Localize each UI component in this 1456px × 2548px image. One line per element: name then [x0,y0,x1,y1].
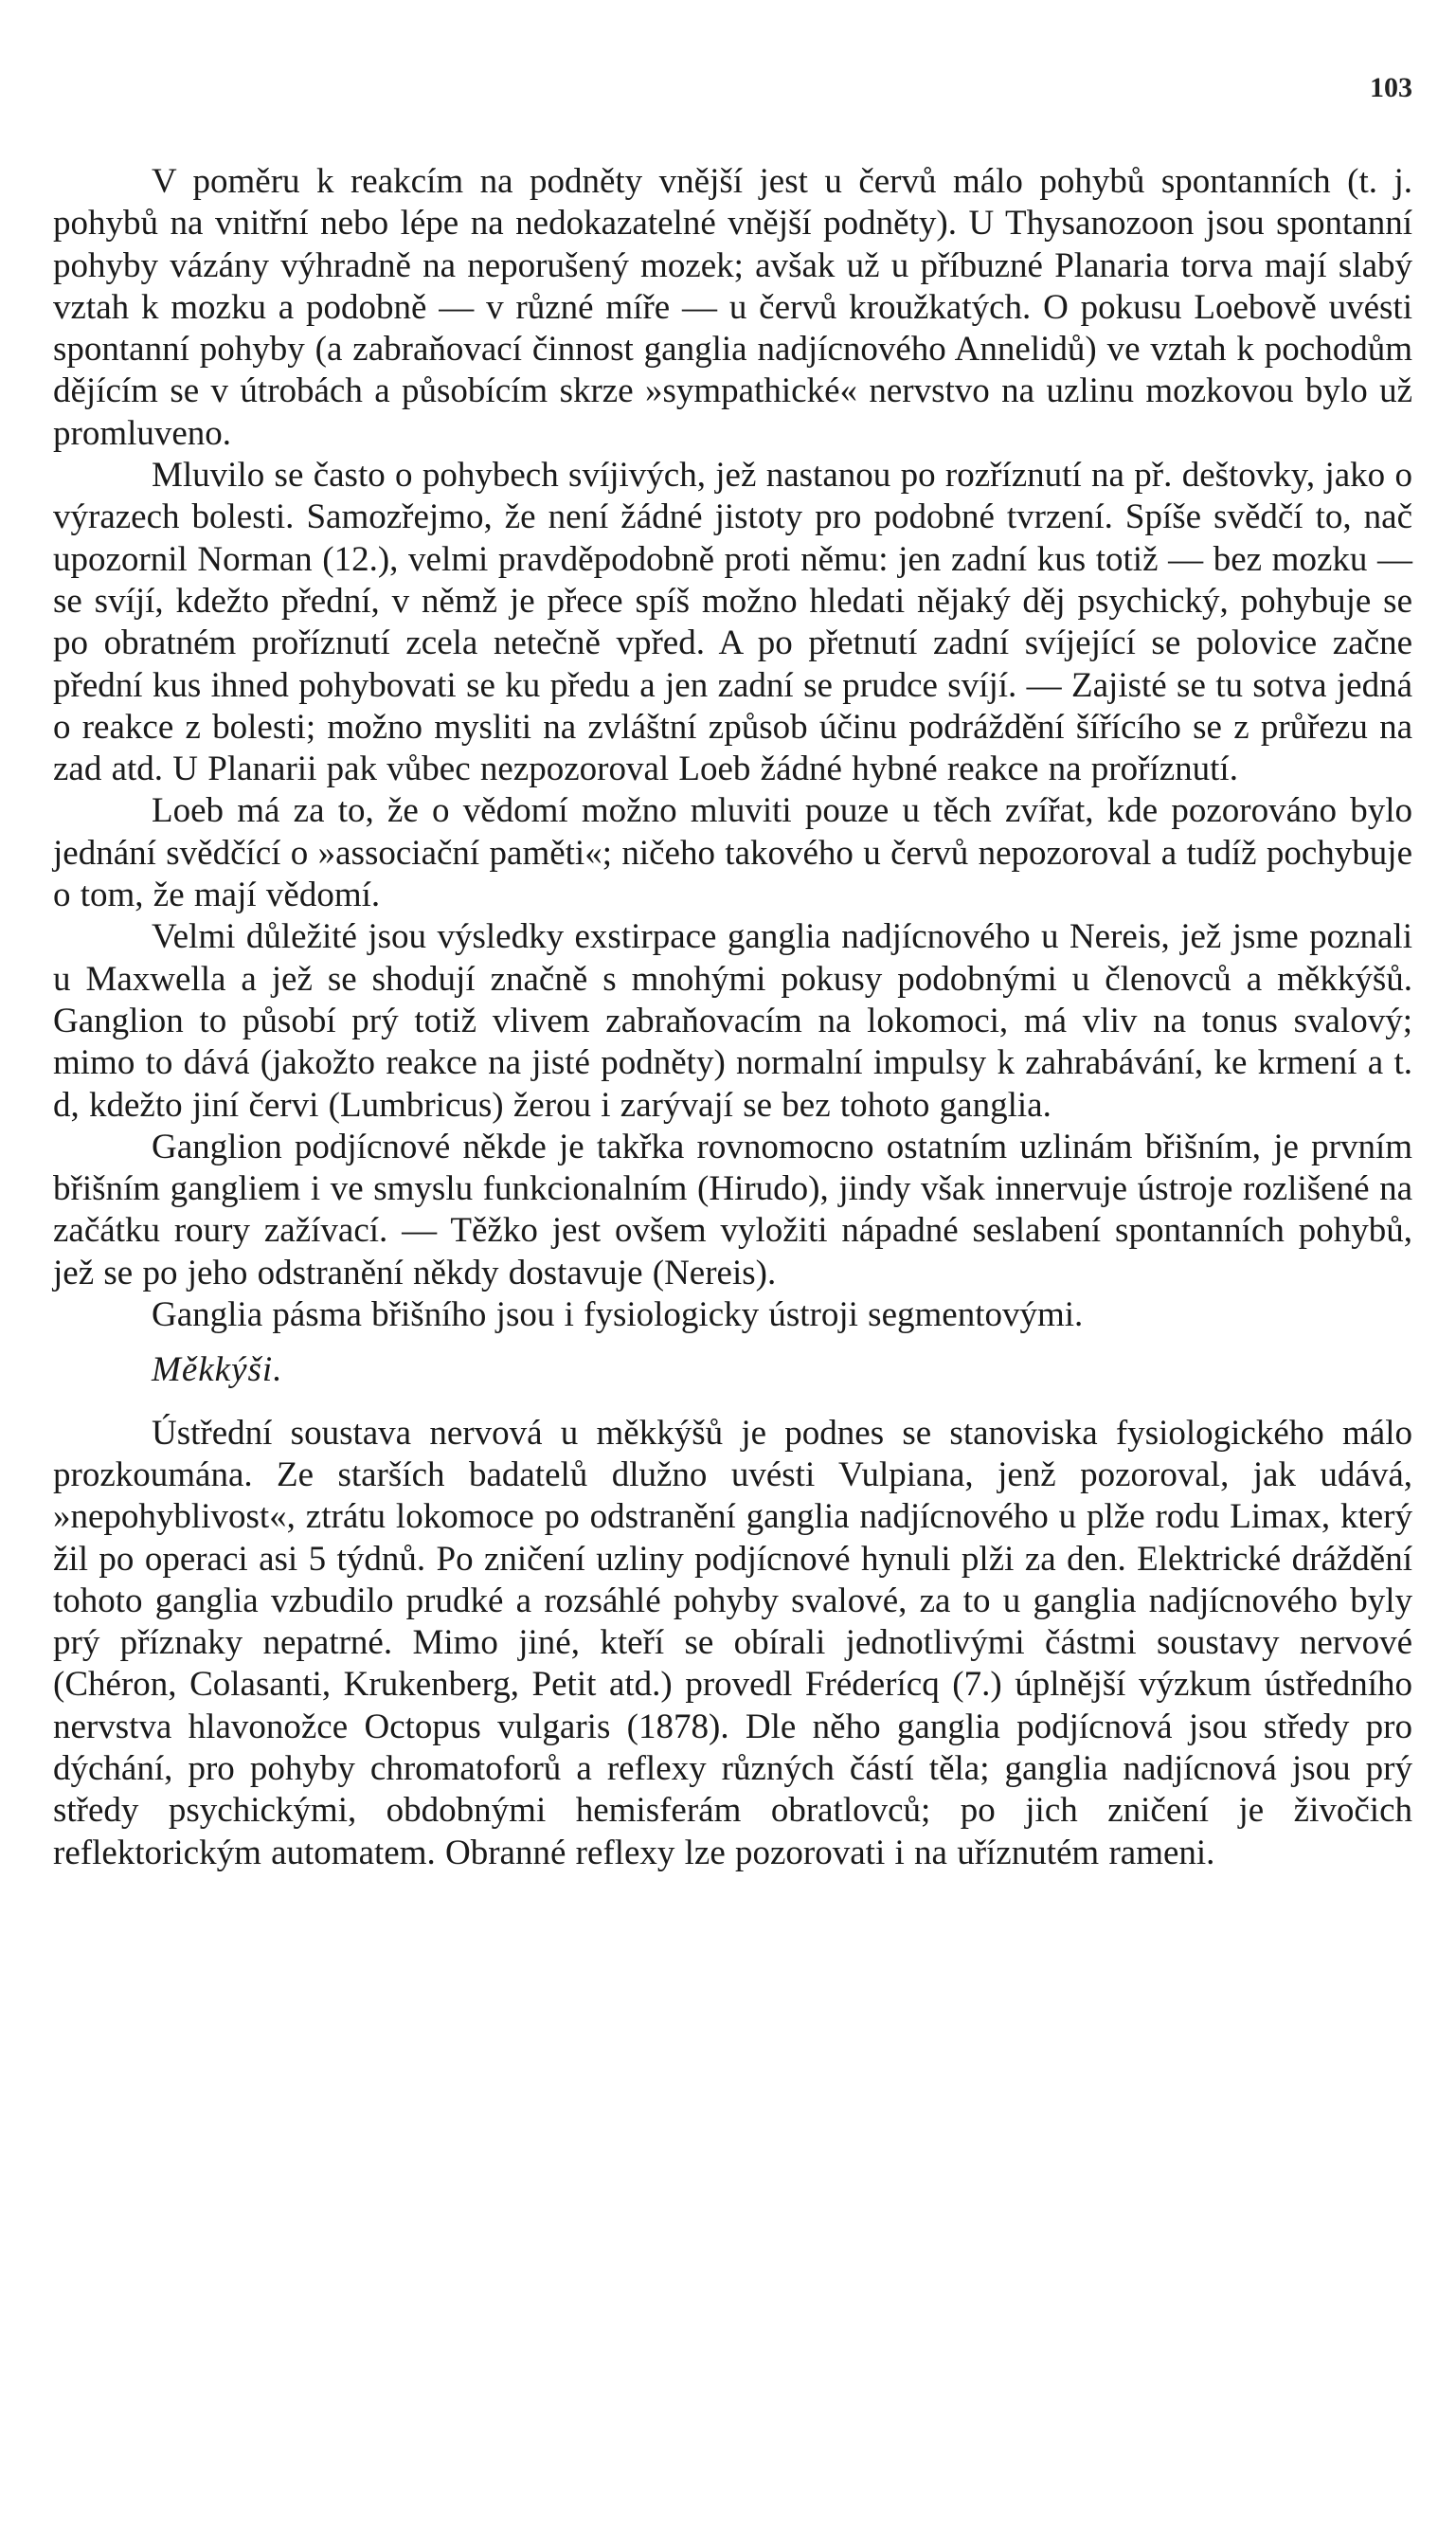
paragraph-3: Loeb má za to, že o vědomí možno mluviti pouze u těch zvířat, kde pozorováno bylo jednání svědčící o »associační paměti«; ničeho takového u červů nepozoroval a tudíž pochybuje o tom, že mají vědomí. [53,791,1412,915]
body-text [53,161,1412,1874]
section-heading: Měkkýši. [152,1350,283,1390]
paragraph-1: V poměru k reakcím na podněty vnější jest u červů málo pohybů spontanních (t. j. pohybů na vnitřní nebo lépe na nedokazatelné vnější podněty). U Thysanozoon jsou spontanní pohyby vázány výhradně na neporušený mozek; avšak už u příbuzné Planaria torva mají slabý vztah k mozku a podobně — v různé míře — u červů kroužkatých. O pokusu Loebově uvésti spontanní pohyby (a zabraňovací činnost ganglia nadjícnového Annelidů) ve vztah k pochodům dějícím se v útrobách a působícím skrze »sympathické« nervstvo na uzlinu mozkovou bylo už promluveno. [53,162,1412,453]
paragraph-7: Ústřední soustava nervová u měkkýšů je podnes se stanoviska fysiologického málo prozkoumána. Ze starších badatelů dlužno uvésti Vulpiana, jenž pozoroval, jak udává, »nepohyblivost«, ztrátu lokomoce po odstranění ganglia nadjícnového u plže rodu Limax, který žil po operaci asi 5 týdnů. Po zničení uzliny podjícnové hynuli plži za den. Elektrické dráždění tohoto ganglia vzbudilo prudké a rozsáhlé pohyby svalové, za to u ganglia nadjícnového byly prý příznaky nepatrné. Mimo jiné, kteří se obírali jednotlivými částmi soustavy nervové (Chéron, Colasanti, Krukenberg, Petit atd.) provedl Fréderícq (7.) úplnější výzkum ústředního nervstva hlavonožce Octopus vulgaris (1878). Dle něho ganglia podjícnová jsou středy pro dýchání, pro pohyby chromatoforů a reflexy různých částí těla; ganglia nadjícnová jsou prý středy psychickými, obdobnými hemisferám obratlovců; po jich zničení je živočich reflektorickým automatem. Obranné reflexy lze pozorovati i na uříznutém rameni. [53,1413,1412,1872]
paragraph-6: Ganglia pásma břišního jsou i fysiologicky ústroji segmentovými. [152,1295,1084,1335]
paragraph-4: Velmi důležité jsou výsledky exstirpace ganglia nadjícnového u Nereis, jež jsme poznali u Maxwella a jež se shodují značně s mnohými pokusy podobnými u členovců a měkkýšů. Ganglion to působí prý totiž vlivem zabraňovacím na lokomoci, má vliv na tonus svalový; mimo to dává (jakožto reakce na jisté podněty) normalní impulsy k zahrabávání, ke krmení a t. d, kdežto jiní červi (Lumbricus) žerou i zarývají se bez tohoto ganglia. [53,917,1412,1125]
page-number: 103 [1370,72,1412,103]
paragraph-2: Mluvilo se často o pohybech svíjivých, jež nastanou po rozříznutí na př. deštovky, jako o výrazech bolesti. Samozřejmo, že není žádné jistoty pro podobné tvrzení. Spíše svědčí to, nač upozornil Norman (12.), velmi pravděpodobně proti němu: jen zadní kus totiž — bez mozku — se svíjí, kdežto přední, v němž je přece spíš možno hledati nějaký děj psychický, pohybuje se po obratném proříznutí zcela netečně vpřed. A po přetnutí zadní svíjející se polovice začne přední kus ihned pohybovati se ku předu a jen zadní se prudce svíjí. — Zajisté se tu sotva jedná o reakce z bolesti; možno mysliti na zvláštní způsob účinu podráždění šířícího se z průřezu na zad atd. U Planarii pak vůbec nezpozoroval Loeb žádné hybné reakce na proříznutí. [53,456,1412,789]
paragraph-5: Ganglion podjícnové někde je takřka rovnomocno ostatním uzlinám břišním, je prvním břišním gangliem i ve smyslu funkcionalním (Hirudo), jindy však innervuje ústroje rozlišené na začátku roury zažívací. — Těžko jest ovšem vyložiti nápadné seslabení spontanních pohybů, jež se po jeho odstranění někdy dostavuje (Nereis). [53,1127,1412,1292]
